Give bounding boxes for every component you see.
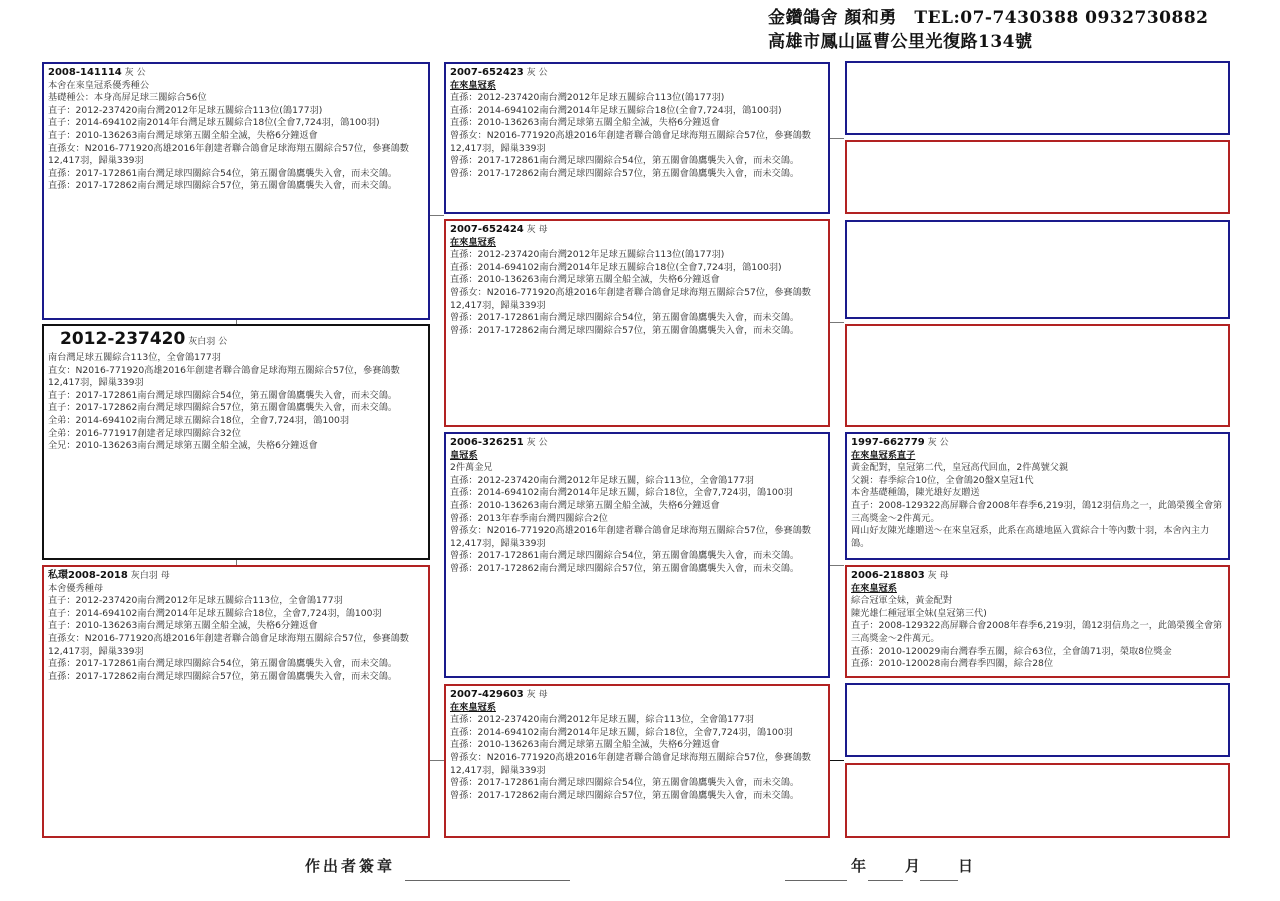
signature-line[interactable] xyxy=(405,880,570,881)
granddam-maternal-card xyxy=(444,684,830,838)
record-line: 直子：2014-694102南台灣2014年足球五關綜合18位，全會7,724羽，鴿100羽 xyxy=(48,607,382,619)
record-line: 曾孫：2017-172861南台灣足球四關綜合54位，第五關會鴿鷹襲失入會，而未交鴿。 xyxy=(450,312,800,324)
record-line: 直孫：2010-136263南台灣足球第五關全船全滅，失格6分鐘返會 xyxy=(450,739,720,751)
record-line: 全弟：2014-694102南台灣足球五關綜合18位，全會7,724羽，鴿100羽 xyxy=(48,414,350,426)
card-heading xyxy=(450,67,824,80)
day-line[interactable] xyxy=(920,880,958,881)
record-line: 綜合冠軍全妹，黃金配對 xyxy=(851,595,953,607)
record-line: 全弟：2016-771917創建者足球四關綜合32位 xyxy=(48,427,241,439)
record-line: 黃金配對，皇冠第二代，皇冠高代回血，2件萬號父親 xyxy=(851,462,1069,474)
card-heading xyxy=(851,570,1224,583)
bloodline-name: 皇冠系 xyxy=(450,449,478,461)
card-heading xyxy=(450,689,824,702)
record-line: 直孫：2010-120029南台灣春季五關，綜合63位，全會鴿71羽，榮取8位獎金 xyxy=(851,645,1172,657)
sex-label: 公 xyxy=(136,68,146,78)
great-grandparent-card-5 xyxy=(845,432,1230,560)
signature-label: 作出者簽章 xyxy=(305,857,396,875)
month-line[interactable] xyxy=(868,880,903,881)
record-line: 基礎種公：本身高屏足球三關綜合56位 xyxy=(48,92,207,104)
bloodline-name: 在來皇冠系 xyxy=(450,701,496,713)
ring-number: 2006-218803 xyxy=(851,570,925,581)
sex-label: 母 xyxy=(538,690,548,700)
record-line: 直女：N2016-771920高雄2016年創建者聯合鴿會足球海翔五關綜合57位，參賽鴿數12,417羽，歸巢339羽 xyxy=(48,364,400,389)
card-heading xyxy=(450,224,824,237)
record-line: 直孫：2014-694102南台灣2014年足球五關，綜合18位，全會7,724羽，鴿100羽 xyxy=(450,487,793,499)
record-line: 曾孫女：N2016-771920高雄2016年創建者聯合鴿會足球海翔五關綜合57位，參賽鴿數12,417羽，歸巢339羽 xyxy=(450,129,811,154)
bloodline-name: 在來皇冠系 xyxy=(450,79,496,91)
year-label: 年 xyxy=(851,857,870,875)
bloodline-name: 在來皇冠系 xyxy=(851,582,897,594)
record-line: 直孫：2012-237420南台灣2012年足球五關綜合113位(鴿177羽) xyxy=(450,92,725,104)
sex-label: 母 xyxy=(538,225,548,235)
connector-line xyxy=(830,565,844,566)
record-line: 曾孫：2017-172862南台灣足球四關綜合57位，第五關會鴿鷹襲失入會，而未交鴿。 xyxy=(450,789,800,801)
great-grandparent-card-6 xyxy=(845,565,1230,678)
record-line: 直孫：2012-237420南台灣2012年足球五關，綜合113位，全會鴿177羽 xyxy=(450,474,754,486)
record-line: 曾孫：2017-172862南台灣足球四關綜合57位，第五關會鴿鷹襲失入會，而未交鴿。 xyxy=(450,324,800,336)
record-line: 直子：2008-129322高屏聯合會2008年春季6,219羽，鴿12羽信鳥之一，此鴿榮獲全會第三高獎金～2件萬元。 xyxy=(851,620,1223,644)
great-grandparent-card-8 xyxy=(845,763,1230,838)
subject-ring-number: 2012-237420 xyxy=(60,329,186,349)
record-line: 父親：春季綜合10位，全會鴿20盤X皇冠1代 xyxy=(851,474,1034,486)
grandsire-maternal-card xyxy=(444,432,830,678)
record-line: 曾孫女：N2016-771920高雄2016年創建者聯合鴿會足球海翔五關綜合57位，參賽鴿數12,417羽，歸巢339羽 xyxy=(450,286,811,311)
ring-number: 2006-326251 xyxy=(450,437,524,448)
record-line: 直孫女：N2016-771920高雄2016年創建者聯合鴿會足球海翔五關綜合57位，參賽鴿數12,417羽，歸巢339羽 xyxy=(48,142,409,167)
subject-sex: 公 xyxy=(218,337,228,347)
record-line: 岡山好友陳光雄贈送～在來皇冠系，此系在高雄地區入賞綜合十等內數十羽，本舍內主力鴿。 xyxy=(851,525,1210,549)
connector-line xyxy=(830,760,844,761)
card-heading xyxy=(48,570,424,583)
record-line: 直子：2014-694102南2014年台灣足球五關綜合18位(全會7,724羽，鴿100羽) xyxy=(48,117,380,129)
record-line: 直子：2012-237420南台灣2012年足球五關綜合113位，全會鴿177羽 xyxy=(48,595,343,607)
card-heading xyxy=(450,437,824,450)
record-line: 曾孫：2017-172862南台灣足球四關綜合57位，第五關會鴿鷹襲失入會，而未交鴿。 xyxy=(450,167,800,179)
record-line: 直孫：2010-136263南台灣足球第五關全船全滅，失格6分鐘返會 xyxy=(450,117,720,129)
record-line: 直孫：2010-136263南台灣足球第五關全船全滅，失格6分鐘返會 xyxy=(450,499,720,511)
record-line: 直孫：2012-237420南台灣2012年足球五關，綜合113位，全會鴿177羽 xyxy=(450,714,754,726)
sex-label: 公 xyxy=(538,68,548,78)
ring-number: 2007-429603 xyxy=(450,689,524,700)
feather-color: 灰 xyxy=(526,225,536,235)
sex-label: 母 xyxy=(160,571,170,581)
ring-number: 1997-662779 xyxy=(851,437,925,448)
grandsire-paternal-card xyxy=(444,62,830,214)
sex-label: 公 xyxy=(538,438,548,448)
sex-label: 母 xyxy=(939,571,949,581)
record-line: 直孫：2012-237420南台灣2012年足球五關綜合113位(鴿177羽) xyxy=(450,249,725,261)
record-line: 直孫：2014-694102南台灣2014年足球五關，綜合18位，全會7,724羽，鴿100羽 xyxy=(450,726,793,738)
sire-card xyxy=(42,62,430,320)
subject-card xyxy=(42,324,430,560)
subject-heading xyxy=(48,329,424,352)
ring-number: 私環2008-2018 xyxy=(48,570,128,581)
feather-color: 灰白羽 xyxy=(130,571,158,581)
record-line: 陳光雄仁種冠軍全妹(皇冠第三代) xyxy=(851,607,987,619)
day-label: 日 xyxy=(958,857,977,875)
record-line: 本舍優秀種母 xyxy=(48,582,104,594)
sex-label: 公 xyxy=(939,438,949,448)
card-heading xyxy=(48,67,424,80)
record-line: 全兄：2010-136263南台灣足球第五關全船全滅，失格6分鐘返會 xyxy=(48,440,318,452)
record-line: 直孫：2017-172861南台灣足球四關綜合54位，第五關會鴿鷹襲失入會，而未交鴿。 xyxy=(48,167,398,179)
bloodline-name: 在來皇冠系 xyxy=(450,236,496,248)
bloodline-name: 在來皇冠系直子 xyxy=(851,449,916,461)
record-line: 直孫：2014-694102南台灣2014年足球五關綜合18位(全會7,724羽，鴿100羽) xyxy=(450,261,782,273)
feather-color: 灰 xyxy=(927,571,937,581)
record-line: 本舍基礎種鴿，陳光雄好友贈送 xyxy=(851,487,980,499)
record-line: 直子：2017-172861南台灣足球四關綜合54位，第五關會鴿鷹襲失入會，而未交鴿。 xyxy=(48,389,398,401)
breeder-name-phone: 金鑽鴿舍 顏和勇 TEL:07-7430388 0932730882 xyxy=(768,8,1209,28)
record-line: 曾孫女：N2016-771920高雄2016年創建者聯合鴿會足球海翔五關綜合57位，參賽鴿數12,417羽，歸巢339羽 xyxy=(450,525,811,549)
feather-color: 灰 xyxy=(124,68,134,78)
great-grandparent-card-3 xyxy=(845,220,1230,319)
ring-number: 2007-652423 xyxy=(450,67,524,78)
record-line: 直孫：2014-694102南台灣2014年足球五關綜合18位(全會7,724羽，鴿100羽) xyxy=(450,104,782,116)
great-grandparent-card-2 xyxy=(845,140,1230,214)
ring-number: 2008-141114 xyxy=(48,67,122,78)
record-line: 直子：2008-129322高屏聯合會2008年春季6,219羽，鴿12羽信鳥之一，此鴿榮獲全會第三高獎金～2件萬元。 xyxy=(851,499,1223,524)
subject-color: 灰白羽 xyxy=(188,337,216,347)
breeder-header xyxy=(768,6,1208,54)
record-line: 南台灣足球五關綜合113位，全會鴿177羽 xyxy=(48,352,221,363)
record-line: 直孫：2017-172862南台灣足球四關綜合57位，第五關會鴿鷹襲失入會，而未交鴿。 xyxy=(48,180,398,192)
record-line: 曾孫女：N2016-771920高雄2016年創建者聯合鴿會足球海翔五關綜合57位，參賽鴿數12,417羽，歸巢339羽 xyxy=(450,751,811,776)
record-line: 直孫：2017-172861南台灣足球四關綜合54位，第五關會鴿鷹襲失入會，而未交鴿。 xyxy=(48,658,398,670)
dam-card xyxy=(42,565,430,838)
record-line: 本舍在來皇冠系優秀種公 xyxy=(48,79,150,91)
great-grandparent-card-7 xyxy=(845,683,1230,757)
connector-line xyxy=(430,760,444,761)
record-line: 直孫：2010-136263南台灣足球第五關全船全滅，失格6分鐘返會 xyxy=(450,274,720,286)
connector-line xyxy=(830,138,844,139)
ring-number: 2007-652424 xyxy=(450,224,524,235)
record-line: 直孫女：N2016-771920高雄2016年創建者聯合鴿會足球海翔五關綜合57位，參賽鴿數12,417羽，歸巢339羽 xyxy=(48,632,409,657)
record-line: 曾孫：2017-172861南台灣足球四關綜合54位，第五關會鴿鷹襲失入會，而未交鴿。 xyxy=(450,777,800,789)
connector-line xyxy=(830,322,844,323)
record-line: 2件萬金兄 xyxy=(450,462,493,474)
record-line: 曾孫：2013年春季南台灣四關綜合2位 xyxy=(450,512,608,524)
record-line: 直孫：2010-120028南台灣春季四關，綜合28位 xyxy=(851,658,1054,670)
feather-color: 灰 xyxy=(526,438,536,448)
great-grandparent-card-1 xyxy=(845,61,1230,135)
granddam-paternal-card xyxy=(444,219,830,427)
year-line[interactable] xyxy=(785,880,847,881)
record-line: 直孫：2017-172862南台灣足球四關綜合57位，第五關會鴿鷹襲失入會，而未交鴿。 xyxy=(48,670,398,682)
connector-line xyxy=(430,215,444,216)
feather-color: 灰 xyxy=(526,690,536,700)
record-line: 曾孫：2017-172862南台灣足球四關綜合57位，第五關會鴿鷹襲失入會，而未交鴿。 xyxy=(450,562,800,574)
card-heading xyxy=(851,437,1224,450)
subject-lines xyxy=(48,352,424,453)
record-line: 曾孫：2017-172861南台灣足球四關綜合54位，第五關會鴿鷹襲失入會，而未交鴿。 xyxy=(450,155,800,167)
feather-color: 灰 xyxy=(526,68,536,78)
record-line: 直子：2017-172862南台灣足球四關綜合57位，第五關會鴿鷹襲失入會，而未交鴿。 xyxy=(48,402,398,414)
record-line: 曾孫：2017-172861南台灣足球四關綜合54位，第五關會鴿鷹襲失入會，而未交鴿。 xyxy=(450,550,800,562)
great-grandparent-card-4 xyxy=(845,324,1230,427)
month-label: 月 xyxy=(905,857,924,875)
record-line: 直子：2010-136263南台灣足球第五關全船全滅，失格6分鐘返會 xyxy=(48,129,318,141)
record-line: 直子：2010-136263南台灣足球第五關全船全滅，失格6分鐘返會 xyxy=(48,620,318,632)
record-line: 直子：2012-237420南台灣2012年足球五關綜合113位(鴿177羽) xyxy=(48,104,323,116)
breeder-address: 高雄市鳳山區曹公里光復路134號 xyxy=(768,32,1033,52)
feather-color: 灰 xyxy=(927,438,937,448)
